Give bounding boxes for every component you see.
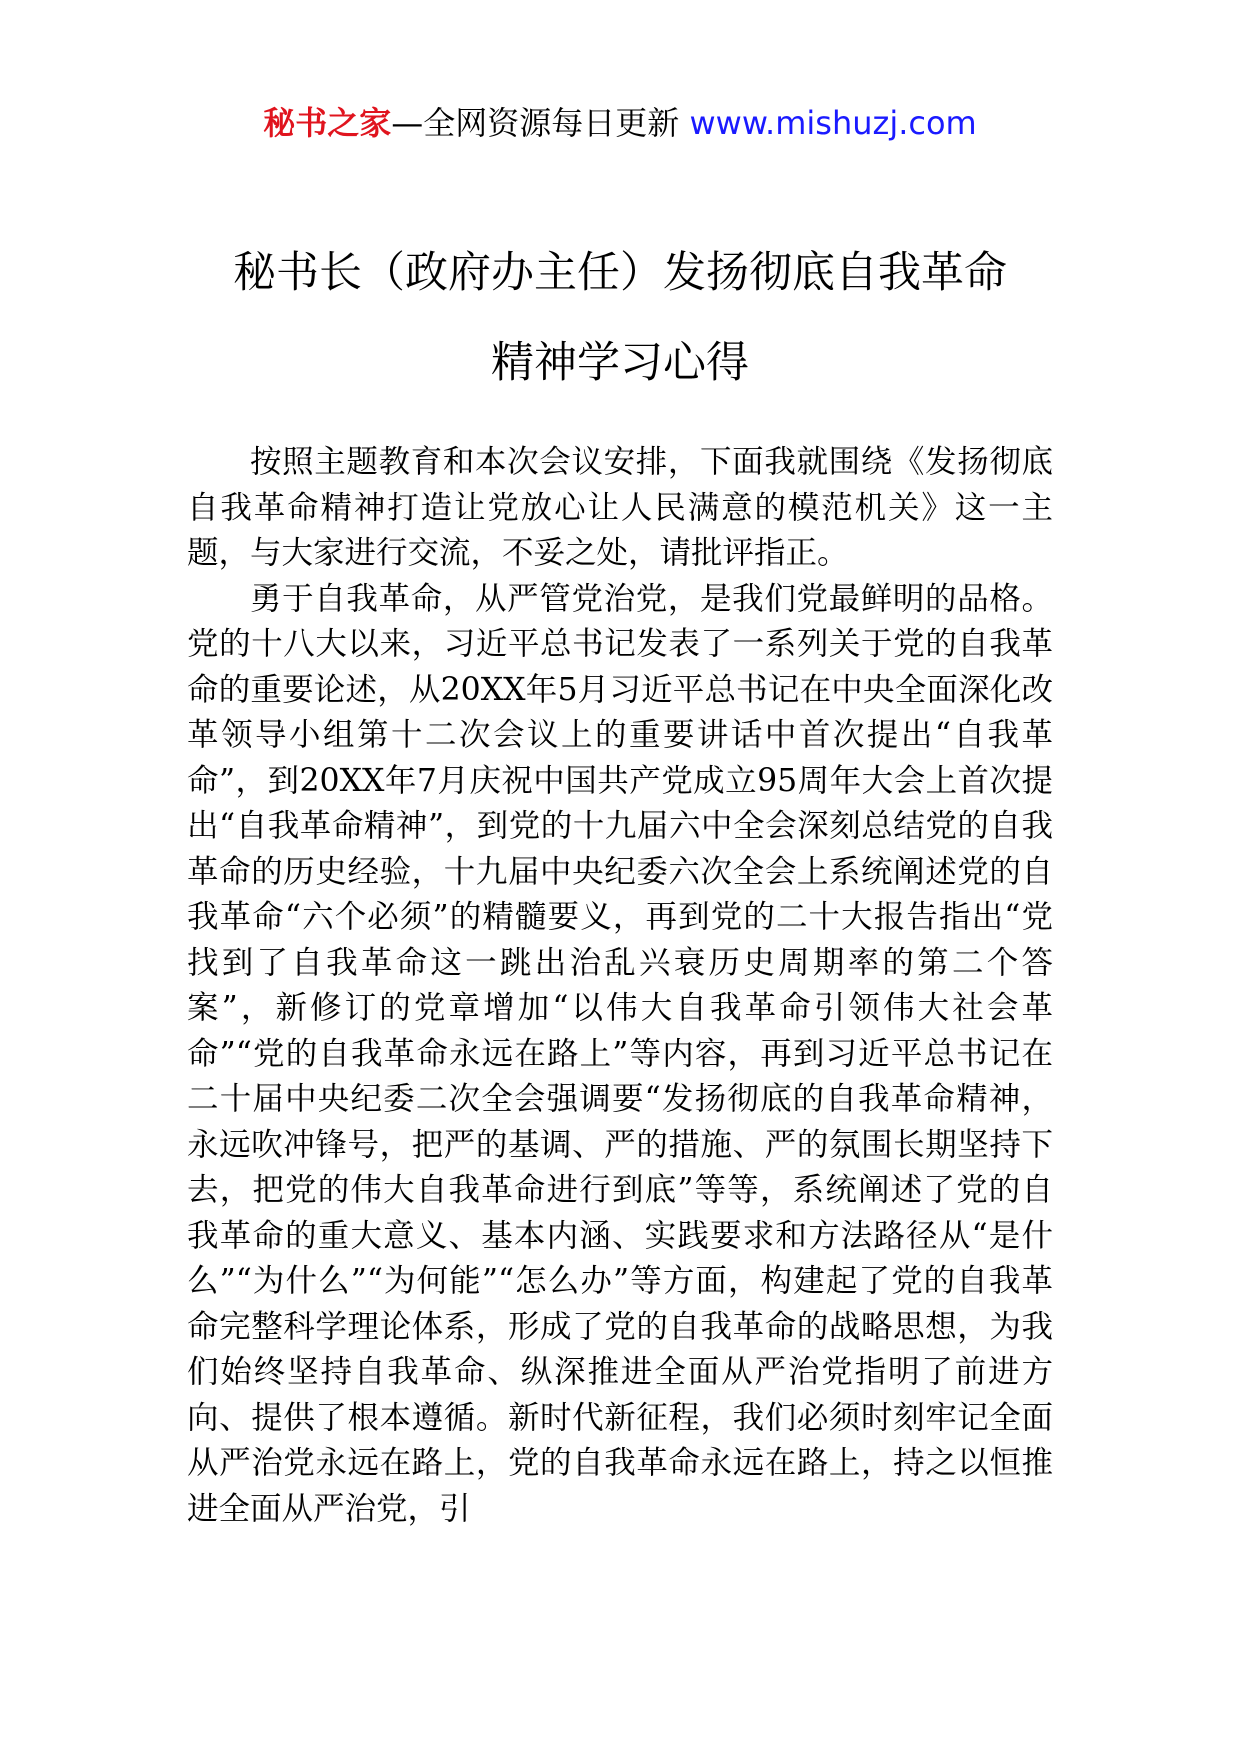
body-paragraph: 按照主题教育和本次会议安排，下面我就围绕《发扬彻底自我革命精神打造让党放心让人民满意的模范机关》这一主题，与大家进行交流，不妥之处，请批评指正。 xyxy=(187,444,1053,571)
title-line-2: 精神学习心得 xyxy=(491,338,749,388)
document-title xyxy=(150,228,1090,408)
title-line-1: 秘书长（政府办主任）发扬彻底自我革命 xyxy=(233,248,1007,298)
header-slogan: —全网资源每日更新 xyxy=(391,104,680,142)
brand-name: 秘书之家 xyxy=(263,104,392,142)
body-paragraph: 勇于自我革命，从严管党治党，是我们党最鲜明的品格。党的十八大以来，习近平总书记发表了一系列关于党的自我革命的重要论述，从20XX年5月习近平总书记在中央全面深化改革领导小组第十二次会议上的重要讲话中首次提出“自我革命”，到20XX年7月庆祝中国共产党成立95周年大会上首次提出“自我革命精神”，到党的十九届六中全会深刻总结党的自我革命的历史经验，十九届中央纪委六次全会上系统阐述党的自我革命“六个必须”的精髓要义，再到党的二十大报告指出“党找到了自我革命这一跳出治乱兴衰历史周期率的第二个答案”，新修订的党章增加“以伟大自我革命引领伟大社会革命”“党的自我革命永远在路上”等内容，再到习近平总书记在二十届中央纪委二次全会强调要“发扬彻底的自我革命精神，永远吹冲锋号，把严的基调、严的措施、严的氛围长期坚持下去，把党的伟大自我革命进行到底”等等，系统阐述了党的自我革命的重大意义、基本内涵、实践要求和方法路径从“是什么”“为什么”“为何能”“怎么办”等方面，构建起了党的自我革命完整科学理论体系，形成了党的自我革命的战略思想，为我们始终坚持自我革命、纵深推进全面从严治党指明了前进方向、提供了根本遵循。新时代新征程，我们必须时刻牢记全面从严治党永远在路上，党的自我革命永远在路上，持之以恒推进全面从严治党，引 xyxy=(187,580,1053,1527)
document-body xyxy=(187,440,1053,1532)
site-url-link[interactable]: www.mishuzj.com xyxy=(689,104,977,142)
site-header xyxy=(0,100,1240,146)
